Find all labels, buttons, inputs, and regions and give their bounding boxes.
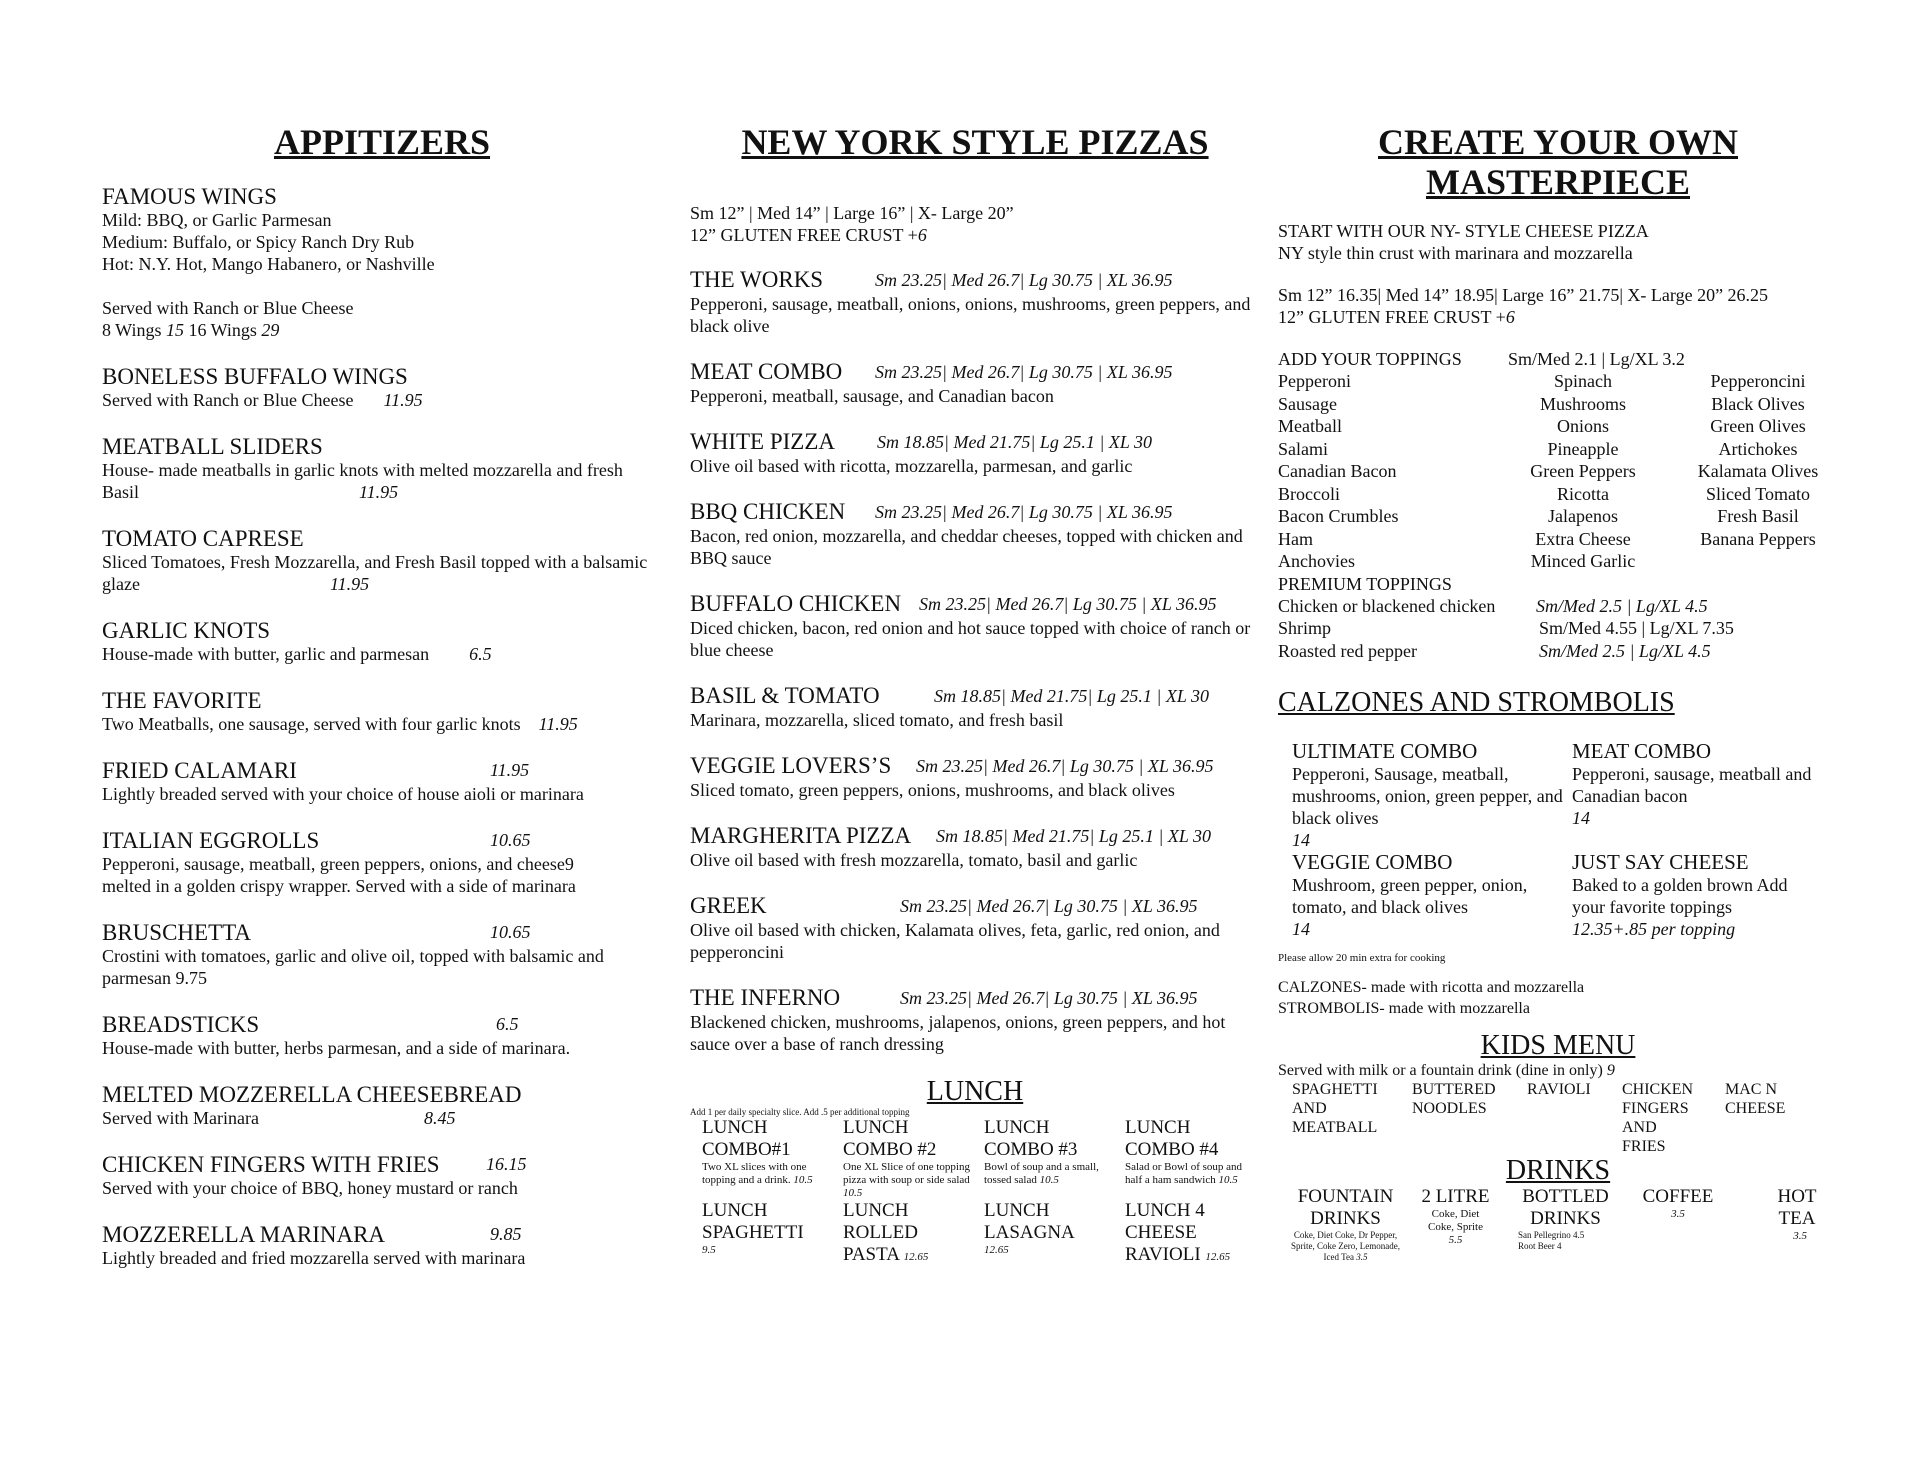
item-desc: Served with Marinara — [102, 1108, 259, 1128]
menu-item-famous-wings — [102, 184, 662, 341]
toppings-list — [1278, 370, 1838, 573]
item-price: 29 — [261, 320, 280, 340]
item-name: BRUSCHETTA — [102, 920, 251, 945]
item-desc: Diced chicken, bacon, red onion and hot sauce topped with choice of ranch or blue cheese — [690, 618, 1251, 660]
lunch-item — [984, 1117, 1119, 1200]
item-desc: House- made meatballs in garlic knots with melted mozzarella and fresh Basil — [102, 460, 623, 502]
item-price: 10.65 — [490, 830, 531, 850]
item-name: FRIED CALAMARI — [102, 758, 297, 783]
toppings-row: Sausage Mushrooms Black Olives — [1278, 393, 1805, 414]
item-name: MEAT COMBO — [1572, 739, 1712, 763]
item-name: LUNCH COMBO #2 — [843, 1117, 937, 1160]
item-price: 11.95 — [329, 574, 370, 594]
pizzas-column — [690, 122, 1260, 1266]
item-name: FOUNTAIN DRINKS — [1297, 1186, 1394, 1229]
item-name: HOT TEA — [1777, 1186, 1817, 1229]
item-desc: Pepperoni, sausage, meatball, green peppers, onions, and cheese9 melted in a golden crispy wrapper. Served with a side of marinara — [102, 854, 576, 896]
item-price: 12.35+.85 per topping — [1572, 919, 1736, 939]
item-desc: Served with your choice of BBQ, honey mustard or ranch — [102, 1178, 518, 1198]
item-desc: Baked to a golden brown Add your favorite toppings — [1572, 875, 1788, 917]
item-name: THE WORKS — [690, 267, 824, 292]
kids-item: CHICKEN FINGERS AND FRIES — [1622, 1081, 1694, 1155]
item-name: BASIL & TOMATO — [690, 683, 880, 708]
premium-row: Roasted red pepper Sm/Med 2.5 | Lg/XL 4.5 — [1278, 640, 1711, 661]
lunch-item — [1125, 1200, 1260, 1266]
menu-item-fried-calamari — [102, 758, 662, 805]
kids-title: KIDS MENU — [1480, 1030, 1636, 1061]
kids-item: SPAGHETTI AND MEATBALL — [1292, 1081, 1378, 1136]
item-name: LUNCH COMBO #4 — [1125, 1117, 1219, 1160]
item-name: VEGGIE LOVERS’S — [690, 753, 892, 778]
lunch-grid — [690, 1117, 1260, 1266]
drinks-title: DRINKS — [1505, 1155, 1611, 1186]
drink-item — [1403, 1186, 1508, 1263]
item-price: Sm 18.85| Med 21.75| Lg 25.1 | XL 30 — [934, 686, 1210, 706]
item-price: 3.5 — [1671, 1208, 1685, 1220]
item-price: 14 — [1292, 830, 1310, 850]
calzone-note: CALZONES- made with ricotta and mozzarella — [1278, 979, 1585, 996]
item-price: 11.95 — [383, 390, 423, 410]
item-name: JUST SAY CHEESE — [1572, 850, 1749, 874]
item-name: GREEK — [690, 893, 767, 918]
item-name: MOZZERELLA MARINARA — [102, 1222, 386, 1247]
item-desc: Salad or Bowl of soup and half a ham sandwich — [1125, 1161, 1243, 1186]
menu-item-chicken-fingers — [102, 1152, 662, 1199]
kids-item: MAC N CHEESE — [1725, 1081, 1786, 1117]
calzone-item — [1572, 851, 1832, 940]
premium-toppings-label: PREMIUM TOPPINGS — [1278, 573, 1452, 594]
toppings-row: Ham Extra Cheese Banana Peppers — [1278, 528, 1816, 549]
menu-item-tomato-caprese — [102, 526, 662, 595]
item-name: ITALIAN EGGROLLS — [102, 828, 320, 853]
item-price: 3.5 — [1356, 1252, 1368, 1262]
create-start: START WITH OUR NY- STYLE CHEESE PIZZA — [1278, 221, 1649, 241]
create-sizes: Sm 12” 16.35| Med 14” 18.95| Large 16” 21.75| X- Large 20” 26.25 — [1278, 285, 1769, 305]
item-desc: Pepperoni, sausage, meatball and Canadian bacon — [1572, 764, 1812, 806]
calzone-item — [1292, 851, 1572, 940]
item-price: Sm 23.25| Med 26.7| Lg 30.75 | XL 36.95 — [919, 594, 1217, 614]
lunch-title: LUNCH — [926, 1076, 1024, 1107]
item-name: BUFFALO CHICKEN — [690, 591, 902, 616]
menu-item-boneless-wings — [102, 364, 662, 411]
stromboli-note: STROMBOLIS- made with mozzarella — [1278, 1000, 1530, 1017]
item-price: Sm 23.25| Med 26.7| Lg 30.75 | XL 36.95 — [900, 988, 1198, 1008]
wings-size: 16 Wings — [188, 320, 257, 340]
item-desc: One XL Slice of one topping pizza with soup or side salad — [843, 1161, 970, 1186]
item-price: 16.15 — [486, 1154, 527, 1174]
drink-item — [1508, 1186, 1623, 1263]
lunch-item — [702, 1117, 837, 1200]
item-name: BBQ CHICKEN — [690, 499, 846, 524]
kids-item: RAVIOLI — [1527, 1081, 1591, 1098]
item-name: LUNCH COMBO #3 — [984, 1117, 1078, 1160]
item-name: BOTTLED DRINKS — [1522, 1186, 1609, 1229]
item-price: Sm 18.85| Med 21.75| Lg 25.1 | XL 30 — [936, 826, 1212, 846]
item-desc: Blackened chicken, mushrooms, jalapenos, onions, green peppers, and hot sauce over a base of ranch dressing — [690, 1012, 1226, 1054]
item-name: 2 LITRE — [1421, 1186, 1490, 1207]
item-name: BONELESS BUFFALO WINGS — [102, 364, 408, 389]
item-name: MARGHERITA PIZZA — [690, 823, 912, 848]
premium-row: Chicken or blackened chicken Sm/Med 2.5 | Lg/XL 4.5 — [1278, 595, 1708, 616]
item-desc: Olive oil based with fresh mozzarella, tomato, basil and garlic — [690, 850, 1138, 870]
item-price: 5.5 — [1448, 1234, 1463, 1246]
item-desc: Olive oil based with ricotta, mozzarella, parmesan, and garlic — [690, 456, 1133, 476]
lunch-item — [843, 1117, 978, 1200]
item-price: 15 — [165, 320, 184, 340]
appetizers-column — [102, 122, 662, 1292]
item-desc: House-made with butter, herbs parmesan, and a side of marinara. — [102, 1038, 571, 1058]
item-desc: Marinara, mozzarella, sliced tomato, and fresh basil — [690, 710, 1064, 730]
item-price: Sm 23.25| Med 26.7| Lg 30.75 | XL 36.95 — [875, 270, 1173, 290]
drinks-grid — [1278, 1186, 1838, 1263]
pizza-item — [690, 683, 1260, 731]
menu-item-breadsticks — [102, 1012, 662, 1059]
pizza-item — [690, 359, 1260, 407]
create-gluten-free: 12” GLUTEN FREE CRUST +6 — [1278, 307, 1515, 327]
item-desc: Bacon, red onion, mozzarella, and cheddar cheeses, topped with chicken and BBQ sauce — [690, 526, 1243, 568]
calzone-item — [1292, 740, 1572, 851]
lunch-item — [843, 1200, 978, 1266]
item-price: 14 — [1572, 808, 1590, 828]
item-desc: Two XL slices with one topping and a drink. — [702, 1161, 807, 1186]
pizzas-title: NEW YORK STYLE PIZZAS — [741, 122, 1209, 162]
toppings-row: Meatball Onions Green Olives — [1278, 416, 1806, 436]
item-desc: San Pellegrino 4.5 Root Beer 4 — [1518, 1230, 1585, 1251]
item-name: MELTED MOZZERELLA CHEESEBREAD — [102, 1082, 522, 1107]
item-desc: Sliced tomato, green peppers, onions, mushrooms, and black olives — [690, 780, 1175, 800]
item-name: LUNCH LASAGNA — [984, 1200, 1075, 1243]
item-price: 10.5 — [793, 1174, 813, 1186]
item-price: 10.5 — [1039, 1174, 1059, 1186]
appetizers-title: APPITIZERS — [273, 122, 491, 162]
item-price: 11.95 — [538, 714, 578, 734]
toppings-row: Broccoli Ricotta Sliced Tomato — [1278, 483, 1810, 504]
item-name: THE INFERNO — [690, 985, 841, 1010]
item-desc: Sliced Tomatoes, Fresh Mozzarella, and Fresh Basil topped with a balsamic glaze — [102, 552, 648, 594]
item-desc: Pepperoni, sausage, meatball, onions, onions, mushrooms, green peppers, and black olive — [690, 294, 1251, 336]
item-name: THE FAVORITE — [102, 688, 262, 713]
item-desc: Hot: N.Y. Hot, Mango Habanero, or Nashville — [102, 254, 435, 274]
item-desc: Mushroom, green pepper, onion, tomato, and black olives — [1292, 875, 1528, 917]
item-desc: Pepperoni, meatball, sausage, and Canadian bacon — [690, 386, 1054, 406]
kids-item: BUTTERED NOODLES — [1412, 1081, 1496, 1117]
item-price: 3.5 — [1793, 1230, 1807, 1242]
item-name: WHITE PIZZA — [690, 429, 835, 454]
item-price: 9.5 — [702, 1244, 716, 1256]
item-price: Sm 23.25| Med 26.7| Lg 30.75 | XL 36.95 — [916, 756, 1214, 776]
toppings-row: Salami Pineapple Artichokes — [1278, 438, 1798, 459]
item-desc: Lightly breaded served with your choice of house aioli or marinara — [102, 784, 584, 804]
item-price: 9.85 — [490, 1224, 522, 1244]
lunch-item — [1125, 1117, 1260, 1200]
item-price: 14 — [1292, 919, 1310, 939]
kids-served: Served with milk or a fountain drink (dine in only) 9 — [1278, 1062, 1615, 1079]
premium-row: Shrimp Sm/Med 4.55 | Lg/XL 7.35 — [1278, 618, 1734, 638]
toppings-row: Pepperoni Spinach Pepperoncini — [1278, 371, 1806, 391]
item-name: MEAT COMBO — [690, 359, 843, 384]
item-price: Sm 23.25| Med 26.7| Lg 30.75 | XL 36.95 — [900, 896, 1198, 916]
toppings-row: Bacon Crumbles Jalapenos Fresh Basil — [1278, 506, 1799, 526]
item-desc: Medium: Buffalo, or Spicy Ranch Dry Rub — [102, 232, 415, 252]
item-price: 6.5 — [496, 1014, 519, 1034]
item-desc: Lightly breaded and fried mozzarella served with marinara — [102, 1248, 526, 1268]
create-title-line2: MASTERPIECE — [1425, 162, 1691, 202]
item-desc: Crostini with tomatoes, garlic and olive oil, topped with balsamic and parmesan 9.75 — [102, 946, 604, 988]
item-price: 11.95 — [490, 760, 530, 780]
item-price: 10.65 — [490, 922, 531, 942]
lunch-section — [690, 1077, 1260, 1266]
create-crust: NY style thin crust with marinara and mozzarella — [1278, 243, 1633, 263]
wings-size: 8 Wings — [102, 320, 162, 340]
calzones-grid — [1278, 740, 1838, 940]
item-desc: Served with Ranch or Blue Cheese — [102, 298, 354, 318]
item-desc: Served with Ranch or Blue Cheese — [102, 390, 354, 410]
item-name: GARLIC KNOTS — [102, 618, 271, 643]
item-name: VEGGIE COMBO — [1292, 850, 1453, 874]
calzone-item — [1572, 740, 1832, 851]
pizza-item — [690, 267, 1260, 337]
pizza-item — [690, 985, 1260, 1055]
item-name: ULTIMATE COMBO — [1292, 739, 1478, 763]
item-desc: Mild: BBQ, or Garlic Parmesan — [102, 210, 332, 230]
item-price: Sm 23.25| Med 26.7| Lg 30.75 | XL 36.95 — [875, 362, 1173, 382]
item-desc: Pepperoni, Sausage, meatball, mushrooms, onion, green pepper, and black olives — [1292, 764, 1563, 828]
item-price: 12.65 — [903, 1251, 929, 1263]
toppings-row: Canadian Bacon Green Peppers Kalamata Olives — [1278, 461, 1819, 481]
toppings-row: Anchovies Minced Garlic — [1278, 551, 1636, 571]
lunch-note: Add 1 per daily specialty slice. Add .5 per additional topping — [690, 1107, 910, 1117]
toppings-header: ADD YOUR TOPPINGS Sm/Med 2.1 | Lg/XL 3.2 — [1278, 349, 1685, 369]
item-desc: Coke, Diet Coke, Dr Pepper, Sprite, Coke Zero, Lemonade, Iced Tea — [1291, 1230, 1400, 1262]
item-name: MEATBALL SLIDERS — [102, 434, 323, 459]
item-desc: Olive oil based with chicken, Kalamata olives, feta, garlic, red onion, and pepperoncini — [690, 920, 1220, 962]
cooking-note: Please allow 20 min extra for cooking — [1278, 952, 1446, 964]
lunch-item — [984, 1200, 1119, 1266]
menu-item-the-favorite — [102, 688, 662, 735]
pizza-sizes: Sm 12” | Med 14” | Large 16” | X- Large 20” — [690, 203, 1014, 223]
calzones-title: CALZONES AND STROMBOLIS — [1278, 687, 1675, 718]
item-name: LUNCH SPAGHETTI — [702, 1200, 804, 1243]
pizza-item — [690, 429, 1260, 477]
item-price: 12.65 — [1205, 1251, 1231, 1263]
item-price: 10.5 — [843, 1187, 863, 1199]
create-column — [1278, 122, 1838, 1263]
menu-item-garlic-knots — [102, 618, 662, 665]
item-name: TOMATO CAPRESE — [102, 526, 304, 551]
gluten-free-crust: 12” GLUTEN FREE CRUST +6 — [690, 225, 927, 245]
item-price: 12.65 — [984, 1244, 1009, 1256]
item-desc: Two Meatballs, one sausage, served with four garlic knots — [102, 714, 521, 734]
item-price: Sm 18.85| Med 21.75| Lg 25.1 | XL 30 — [877, 432, 1153, 452]
item-name: FAMOUS WINGS — [102, 184, 277, 209]
drink-item — [1733, 1186, 1823, 1263]
item-desc: Bowl of soup and a small, tossed salad — [984, 1161, 1099, 1186]
menu-item-meatball-sliders — [102, 434, 662, 503]
item-price: 6.5 — [469, 644, 492, 664]
drink-item — [1288, 1186, 1403, 1263]
menu-item-mozzerella-marinara — [102, 1222, 662, 1269]
pizza-item — [690, 753, 1260, 801]
lunch-item — [702, 1200, 837, 1266]
item-name: LUNCH COMBO#1 — [702, 1117, 791, 1160]
item-desc: House-made with butter, garlic and parmesan — [102, 644, 430, 664]
item-desc: Coke, Diet Coke, Sprite — [1428, 1208, 1483, 1233]
pizza-item — [690, 499, 1260, 569]
item-price: 11.95 — [359, 482, 399, 502]
item-name: CHICKEN FINGERS WITH FRIES — [102, 1152, 440, 1177]
item-name: COFFEE — [1642, 1186, 1714, 1207]
item-name: BREADSTICKS — [102, 1012, 260, 1037]
drink-item — [1623, 1186, 1733, 1263]
item-price: 10.5 — [1218, 1174, 1238, 1186]
menu-item-bruschetta — [102, 920, 662, 989]
item-name: LUNCH ROLLED PASTA — [843, 1200, 918, 1265]
menu-item-cheesebread — [102, 1082, 662, 1129]
wings-pricing — [102, 319, 662, 341]
menu-item-italian-eggrolls — [102, 828, 662, 897]
item-price: Sm 23.25| Med 26.7| Lg 30.75 | XL 36.95 — [875, 502, 1173, 522]
item-price: 8.45 — [424, 1108, 456, 1128]
kids-items — [1278, 1080, 1838, 1156]
pizza-item — [690, 893, 1260, 963]
pizza-item — [690, 591, 1260, 661]
pizza-item — [690, 823, 1260, 871]
item-name: LUNCH 4 CHEESE RAVIOLI — [1125, 1200, 1205, 1265]
create-title-line1: CREATE YOUR OWN — [1377, 122, 1739, 162]
